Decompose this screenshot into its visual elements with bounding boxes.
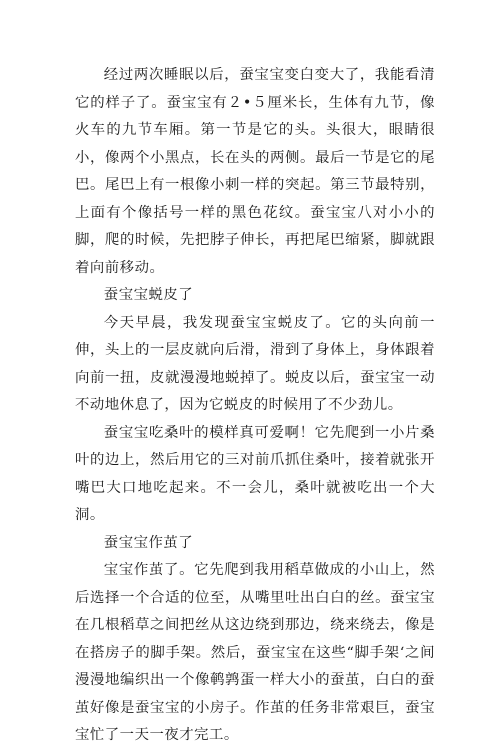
section-heading-cocoon: 蚕宝宝作茧了: [103, 534, 194, 551]
paragraph-appearance: 经过两次睡眠以后，蚕宝宝变白变大了，我能看清它的样子了。蚕宝宝有２•５厘米长，生体有九节，像火车的九节车厢。第一节是它的头。头很大，眼睛很小，像两个小黑点，长在头的两侧。最后一节是它的尾巴。尾巴上有一根像小刺一样的突起。第三节最特别，上面有个像括号一样的黑色花纹。蚕宝宝八对小小的脚，爬的时候，先把脖子伸长，再把尾巴缩紧，脚就跟着向前移动。: [75, 67, 435, 276]
paragraph-molting: 今天早晨，我发现蚕宝宝蜕皮了。它的头向前一伸，头上的一层皮就向后滑，滑到了身体上，身体跟着向前一扭，皮就漫漫地蜕掉了。蜕皮以后，蚕宝宝一动不动地休息了，因为它蜕皮的时候用了不少劲儿。: [75, 314, 435, 413]
section-heading-molting: 蚕宝宝蜕皮了: [103, 287, 194, 303]
paragraph-cocoon: 宝宝作茧了。它先爬到我用稻草做成的小山上，然后选择一个合适的位至，从嘴里吐出白白的丝。蚕宝宝在几根稻草之间把丝从这边绕到那边，绕来绕去，像是在搭房子的脚手架。然后，蚕宝宝在这些“脚手架‘之间漫漫地编织出一个像鹌鹑蛋一样大小的蚕茧，白白的蚕茧好像是蚕宝宝的小房子。作茧的任务非常艰巨，蚕宝宝忙了一天一夜才完工。: [75, 562, 435, 743]
document-body: [75, 62, 435, 750]
paragraph-eating: 蚕宝宝吃桑叶的模样真可爱啊！它先爬到一小片桑叶的边上，然后用它的三对前爪抓住桑叶，接着就张开嘴巴大口地吃起来。不一会儿，桑叶就被吃出一个大洞。: [75, 424, 435, 523]
